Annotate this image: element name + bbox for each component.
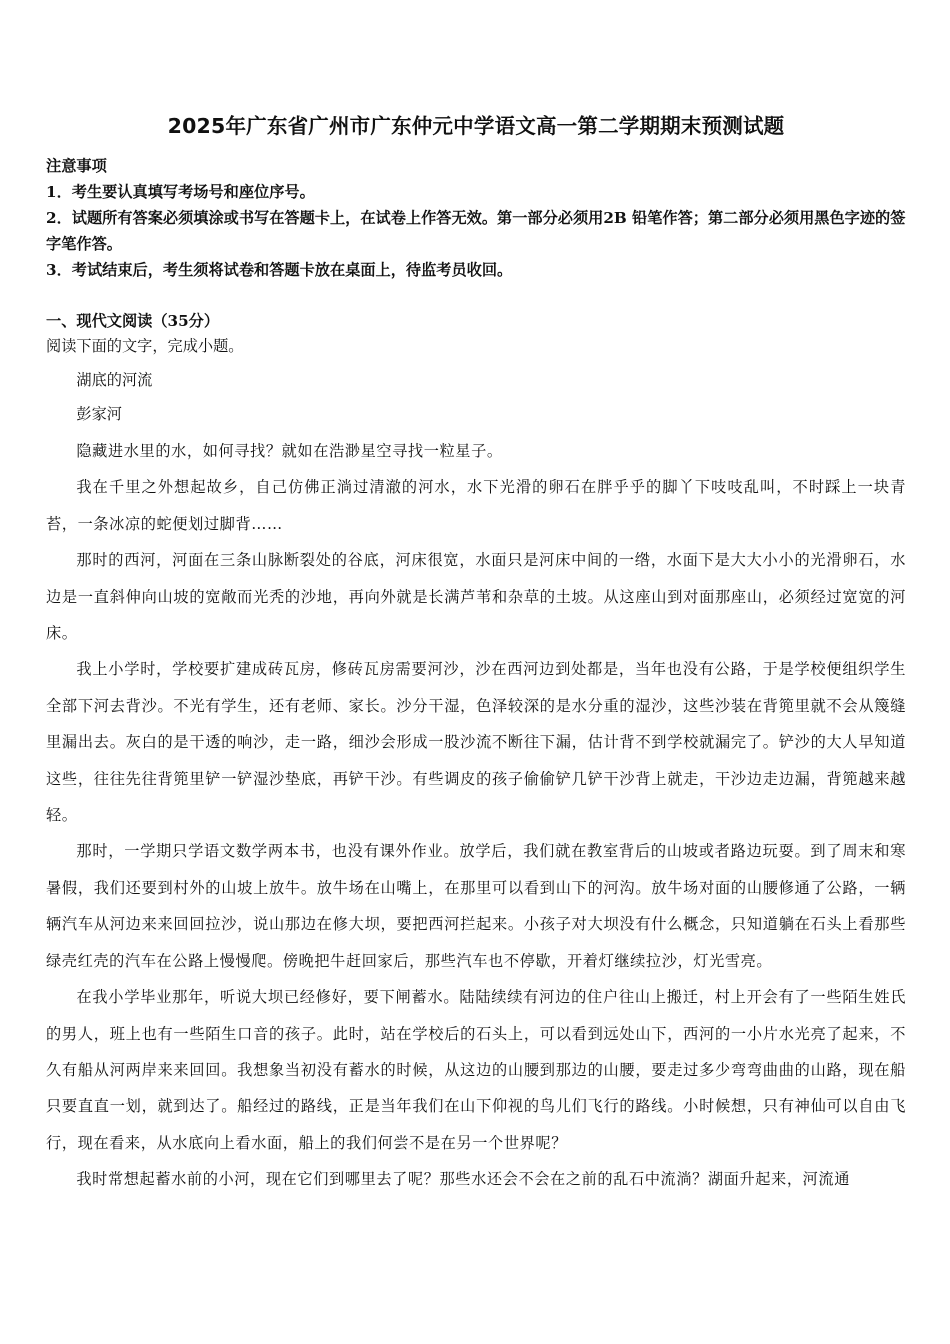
essay-paragraph: 那时的西河，河面在三条山脉断裂处的谷底，河床很宽，水面只是河床中间的一绺，水面下是大大小小的光滑卵石，水边是一直斜伸向山坡的宽敞而光秃的沙地，再向外就是长满芦苇和杂草的土坡。从这座山到对面那座山，必须经过宽宽的河床。 <box>46 551 906 643</box>
section-heading: 一、现代文阅读（35分） <box>46 312 220 330</box>
notice-block <box>46 154 906 283</box>
notice-item-3: 3．考试结束后，考生须将试卷和答题卡放在桌面上，待监考员收回。 <box>46 261 513 279</box>
notice-item-1: 1．考生要认真填写考场号和座位序号。 <box>46 183 315 201</box>
essay-title: 湖底的河流 <box>76 371 153 389</box>
essay-paragraph: 那时，一学期只学语文数学两本书，也没有课外作业。放学后，我们就在教室背后的山坡或者路边玩耍。到了周末和寒暑假，我们还要到村外的山坡上放牛。放牛场在山嘴上，在那里可以看到山下的河沟。放牛场对面的山腰修通了公路，一辆辆汽车从河边来来回回拉沙，说山那边在修大坝，要把西河拦起来。小孩子对大坝没有什么概念，只知道躺在石头上看那些绿壳红壳的汽车在公路上慢慢爬。傍晚把牛赶回家后，那些汽车也不停歇，开着灯继续拉沙，灯光雪亮。 <box>46 842 906 970</box>
essay-paragraph: 隐藏进水里的水，如何寻找？就如在浩渺星空寻找一粒星子。 <box>76 442 503 460</box>
notice-heading: 注意事项 <box>46 157 107 175</box>
essay-paragraph: 我上小学时，学校要扩建成砖瓦房，修砖瓦房需要河沙，沙在西河边到处都是，当年也没有公路，于是学校便组织学生全部下河去背沙。不光有学生，还有老师、家长。沙分干湿，色泽较深的是水分重的湿沙，这些沙装在背篼里就不会从篾缝里漏出去。灰白的是干透的响沙，走一路，细沙会形成一股沙流不断往下漏，估计背不到学校就漏完了。铲沙的大人早知道这些，往往先往背篼里铲一铲湿沙垫底，再铲干沙。有些调皮的孩子偷偷铲几铲干沙背上就走，干沙边走边漏，背篼越来越轻。 <box>46 660 906 825</box>
essay-author: 彭家河 <box>76 405 122 423</box>
notice-item-2: 2．试题所有答案必须填涂或书写在答题卡上，在试卷上作答无效。第一部分必须用2B 铅笔作答；第二部分必须用黑色字迹的签字笔作答。 <box>46 209 906 253</box>
section-instruction: 阅读下面的文字，完成小题。 <box>46 337 244 355</box>
essay-paragraph: 我时常想起蓄水前的小河，现在它们到哪里去了呢？那些水还会不会在之前的乱石中流淌？湖面升起来，河流通 <box>76 1170 850 1189</box>
essay-paragraph: 在我小学毕业那年，听说大坝已经修好，要下闸蓄水。陆陆续续有河边的住户往山上搬迁，村上开会有了一些陌生姓氏的男人，班上也有一些陌生口音的孩子。此时，站在学校后的石头上，可以看到远处山下，西河的一小片水光亮了起来，不久有船从河两岸来来回回。我想象当初没有蓄水的时候，从这边的山腰到那边的山腰，要走过多少弯弯曲曲的山路，现在船只要直直一划，就到达了。船经过的路线，正是当年我们在山下仰视的鸟儿们飞行的路线。小时候想，只有神仙可以自由飞行，现在看来，从水底向上看水面，船上的我们何尝不是在另一个世界呢？ <box>46 988 906 1152</box>
essay-paragraph: 我在千里之外想起故乡，自己仿佛正淌过清澈的河水，水下光滑的卵石在胖乎乎的脚丫下吱吱乱叫，不时踩上一块青苔，一条冰凉的蛇便划过脚背…… <box>46 478 906 533</box>
reading-section <box>46 309 906 1198</box>
page-title: 2025年广东省广州市广东仲元中学语文高一第二学期期末预测试题 <box>167 114 785 138</box>
exam-page <box>46 112 906 1198</box>
